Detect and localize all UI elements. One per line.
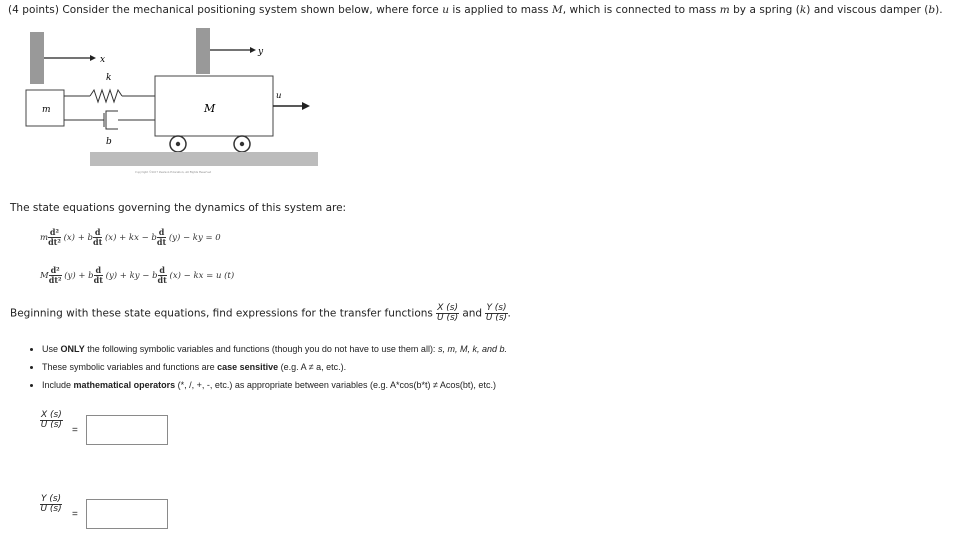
mechanical-system-figure (20, 24, 325, 179)
instruction-bullets (30, 344, 507, 398)
state-equation-1: m $\frac{\text{d²}}{\text{dt²}}$ (x) + b $\frac{d}{dt}$ (x) + kx − b $\frac{d}{dt}$ (y) − ky = 0 (40, 227, 221, 247)
figure-label-b: b (106, 137, 112, 147)
state-equation-2: M $\frac{\text{d²}}{\text{dt²}}$ (y) + b $\frac{d}{dt}$ (y) + ky − b $\frac{d}{dt}$ (x) − kx = u (t) (40, 265, 235, 285)
figure-label-y: y (258, 47, 264, 57)
ground (90, 152, 318, 166)
tf-yu: $\frac{Y (s)}{U (s)}$ (485, 303, 508, 323)
answer-1-equals: = (72, 425, 78, 436)
tf-xu: $\frac{X (s)}{U (s)}$ (437, 303, 459, 323)
y-arrow-icon (250, 47, 256, 53)
bullet-operators: • Include mathematical operators (*, /, +, -, etc.) as appropriate between variables (e.g. A*cos(b*t) ≠ Acos(bt), etc.) (42, 380, 507, 391)
figure-label-u: u (276, 91, 282, 101)
x-arrow-icon (90, 55, 96, 61)
top-wall (196, 28, 210, 74)
figure-label-m: m (42, 105, 51, 115)
figure-label-k: k (106, 73, 112, 83)
spring-icon (90, 90, 122, 102)
state-equations-intro: The state equations governing the dynamics of this system are: (10, 202, 347, 214)
damper-icon (106, 111, 118, 129)
answer-2-equals: = (72, 509, 78, 520)
answer-2-label: $\frac{Y (s)}{U (s)}$ (40, 494, 62, 514)
wheel-right-icon (234, 136, 250, 152)
instructions-text: Beginning with these state equations, find expressions for the transfer functions $\frac{X (s)}{U (s)}$ and $\frac{Y (s)}{U (s)}$ . (10, 303, 511, 323)
answer-1-label: $\frac{X (s)}{U (s)}$ (40, 410, 62, 430)
figure-label-M: M (204, 102, 216, 115)
figure-label-x: x (100, 55, 106, 65)
bullet-case-sensitive: • These symbolic variables and functions are case sensitive (e.g. A ≠ a, etc.). (42, 362, 507, 373)
bullet-variables: • Use ONLY the following symbolic variables and functions (though you do not have to use them all): s, m, M, k, and b. (42, 344, 507, 355)
left-wall (30, 32, 44, 84)
answer-xu-input[interactable] (86, 415, 168, 445)
force-arrow-icon (302, 102, 310, 110)
question-points: (4 points) (8, 4, 59, 16)
question-text: (4 points) Consider the mechanical positioning system shown below, where force u is applied to mass M, which is connected to mass m by a spring (k) and viscous damper (b). (8, 4, 943, 16)
figure-copyright: Copyright ©2017 Pearson Education, All Rights Reserved (135, 171, 212, 174)
wheel-left-icon (170, 136, 186, 152)
answer-yu-input[interactable] (86, 499, 168, 529)
